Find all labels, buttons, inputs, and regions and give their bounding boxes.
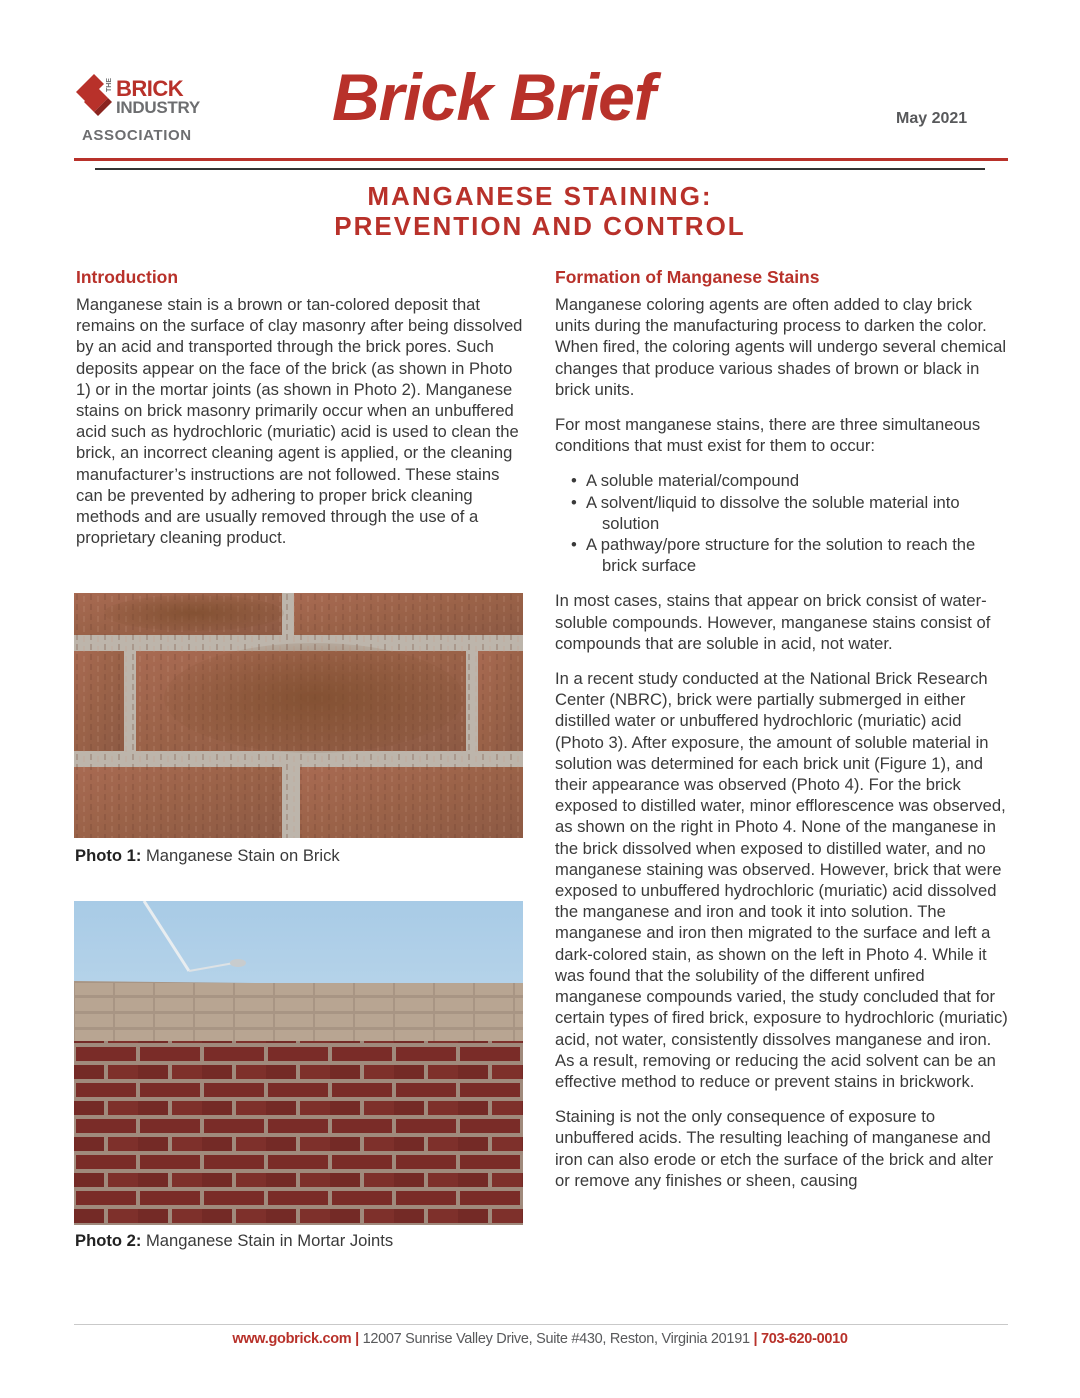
introduction-paragraph: Manganese stain is a brown or tan-colored deposit that remains on the surface of clay masonry after being dissolved by an acid and transported through the brick pores. Such deposits appear on the face of the brick (as shown in Photo 1) or in the mortar joints (as shown in Photo 2). Manganese stains on brick masonry primarily occur when an unbuffered acid such as hydrochloric (muriatic) acid is used to clean the brick, an incorrect cleaning agent is applied, or the cleaning manufacturer’s instructions are not followed. These stains can be prevented by adhering to proper brick cleaning methods and are usually removed through the use of a proprietary cleaning product. [76,295,523,548]
footer [0,1331,1080,1347]
photo-1-label: Photo 1: [75,846,142,865]
formation-paragraph-4: In a recent study conducted at the National Brick Research Center (NBRC), brick were partially submerged in either distilled water or unbuffered hydrochloric (muriatic) acid (Photo 3). After exposure, the amount of soluble material in solution was determined for each brick unit (Figure 1), and their appearance was observed (Photo 4). For the brick exposed to distilled water, minor efflorescence was observed, as shown on the right in Photo 4. None of the manganese in the brick dissolved when exposed to distilled water, and no manganese staining was observed. However, brick that were exposed to unbuffered hydrochloric (muriatic) acid dissolved the manganese and iron and took it into solution. The manganese and iron then migrated to the surface and left a dark-colored stain, as shown on the left in Photo 4. While it was found that the solubility of the different unfired manganese compounds varied, the study concluded that for certain types of fired brick, exposure to hydrochloric (muriatic) acid, not water, consistently dissolves manganese and iron. As a result, removing or reducing the acid solvent can be an effective method to reduce or prevent stains in brickwork. [555,669,1008,1091]
introduction-heading: Introduction [76,267,179,287]
photo-2-label: Photo 2: [75,1231,142,1250]
brand-title: Brick Brief [332,60,655,134]
formation-heading: Formation of Manganese Stains [555,267,820,287]
header-rule-red [74,158,1008,161]
list-item: • A pathway/pore structure for the solution to reach the brick surface [555,534,1010,576]
photo-2-caption [75,1231,393,1251]
footer-separator: | [749,1331,761,1347]
logo-industry: INDUSTRY [116,98,200,117]
formation-paragraph-5: Staining is not the only consequence of exposure to unbuffered acids. The resulting leaching of manganese and iron can also erode or etch the surface of the brick and alter or remove any finishes or sheen, causing [555,1107,994,1190]
photo-2-caption-text: Manganese Stain in Mortar Joints [141,1231,394,1250]
formation-paragraph-1: Manganese coloring agents are often added to clay brick units during the manufacturing process to darken the color. When fired, the coloring agents will undergo several chemical changes that produce various shades of brown or black in brick units. [555,295,1007,399]
bia-logo [74,72,229,147]
right-column [555,266,1010,1205]
footer-phone: 703-620-0010 [760,1331,848,1347]
document-title-line2: PREVENTION AND CONTROL [334,211,746,241]
photo-1-caption [75,846,340,866]
header-rule-dark [95,168,985,170]
photo-1-image [74,593,523,838]
formation-paragraph-2: For most manganese stains, there are three simultaneous conditions that must exist for them to occur: [555,415,981,456]
photo-2-image [74,901,523,1225]
formation-paragraph-3: In most cases, stains that appear on brick consist of water-soluble compounds. However, manganese stains consist of compounds that are soluble in acid, not water. [555,591,991,653]
left-column [76,266,526,562]
logo-association: ASSOCIATION [82,127,192,144]
footer-rule [74,1324,1008,1325]
logo-the: THE [106,78,113,92]
conditions-list [555,470,1010,576]
footer-website-link[interactable]: www.gobrick.com [232,1331,352,1347]
logo-brick: BRICK [116,76,184,101]
document-title-line1: MANGANESE STAINING: [367,181,713,211]
list-item: • A solvent/liquid to dissolve the soluble material into solution [555,492,1010,534]
photo-1-caption-text: Manganese Stain on Brick [141,846,340,865]
list-item: • A soluble material/compound [555,470,1010,491]
footer-address: 12007 Sunrise Valley Drive, Suite #430, Reston, Virginia 20191 [362,1331,750,1347]
issue-date: May 2021 [896,110,968,127]
footer-separator: | [351,1331,363,1347]
